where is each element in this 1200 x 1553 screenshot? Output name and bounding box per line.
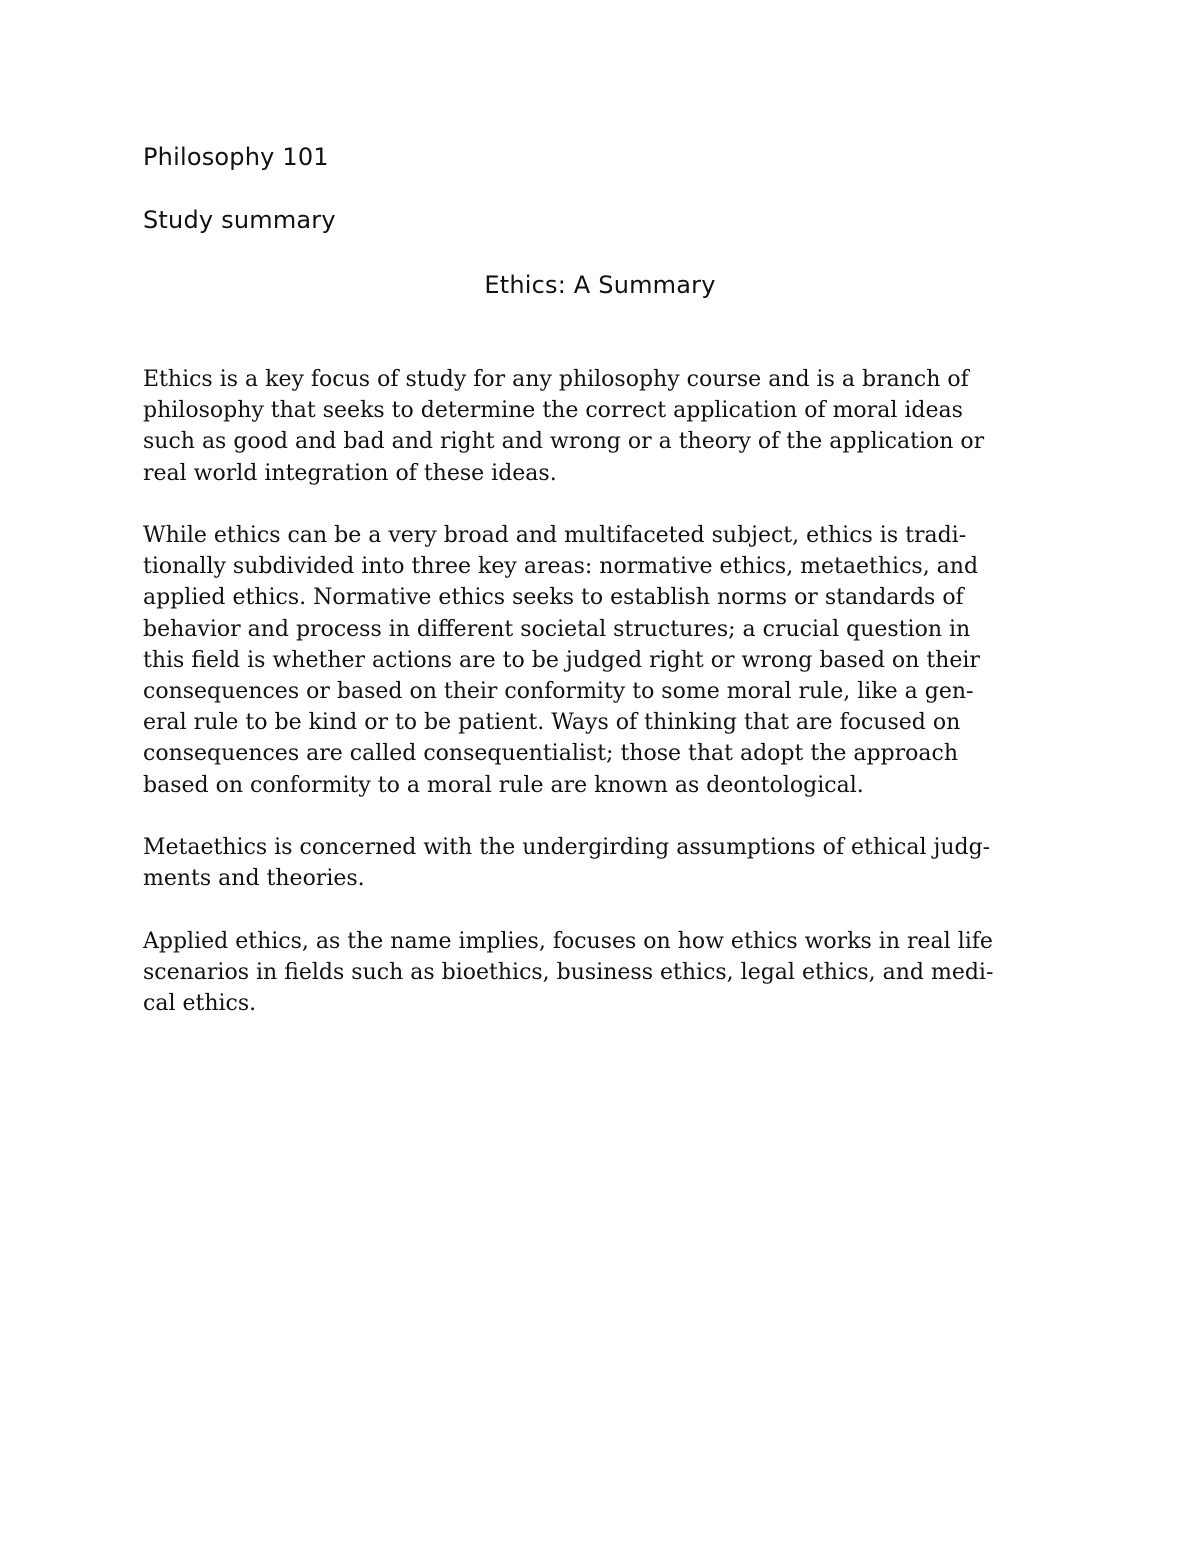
text-line: based on conformity to a moral rule are known as deontological.	[143, 772, 864, 798]
text-line: consequences or based on their conformity to some moral rule, like a gen-	[143, 679, 974, 705]
text-line: such as good and bad and right and wrong or a theory of the application or	[143, 429, 985, 455]
text-line: Metaethics is concerned with the undergirding assumptions of ethical judg-	[143, 835, 991, 861]
text-line: behavior and process in different societal structures; a crucial question in	[143, 616, 971, 642]
paragraph-applied-ethics	[143, 926, 1063, 1020]
course-name: Philosophy 101	[143, 143, 329, 171]
text-line: this field is whether actions are to be judged right or wrong based on their	[143, 647, 980, 673]
text-line: real world integration of these ideas.	[143, 460, 557, 486]
text-line: applied ethics. Normative ethics seeks to establish norms or standards of	[143, 585, 964, 611]
document-subtitle: Study summary	[143, 206, 336, 234]
text-line: cal ethics.	[143, 991, 257, 1017]
text-line: Ethics is a key focus of study for any philosophy course and is a branch of	[143, 367, 969, 392]
text-line: While ethics can be a very broad and multifaceted subject, ethics is tradi-	[143, 523, 967, 548]
text-line: tionally subdivided into three key areas: normative ethics, metaethics, and	[143, 554, 979, 580]
text-line: philosophy that seeks to determine the correct application of moral ideas	[143, 398, 963, 424]
paragraph-ethics-subdivisions	[143, 520, 1063, 801]
document-body	[143, 364, 1063, 1050]
text-line: ments and theories.	[143, 866, 365, 892]
text-line: consequences are called consequentialist; those that adopt the approach	[143, 741, 958, 767]
text-line: scenarios in fields such as bioethics, business ethics, legal ethics, and medi-	[143, 959, 994, 985]
text-line: Applied ethics, as the name implies, focuses on how ethics works in real life	[143, 928, 993, 954]
paragraph-ethics-definition	[143, 364, 1063, 489]
document-title: Ethics: A Summary	[484, 271, 716, 299]
paragraph-metaethics	[143, 832, 1063, 894]
text-line: eral rule to be kind or to be patient. Ways of thinking that are focused on	[143, 710, 961, 736]
